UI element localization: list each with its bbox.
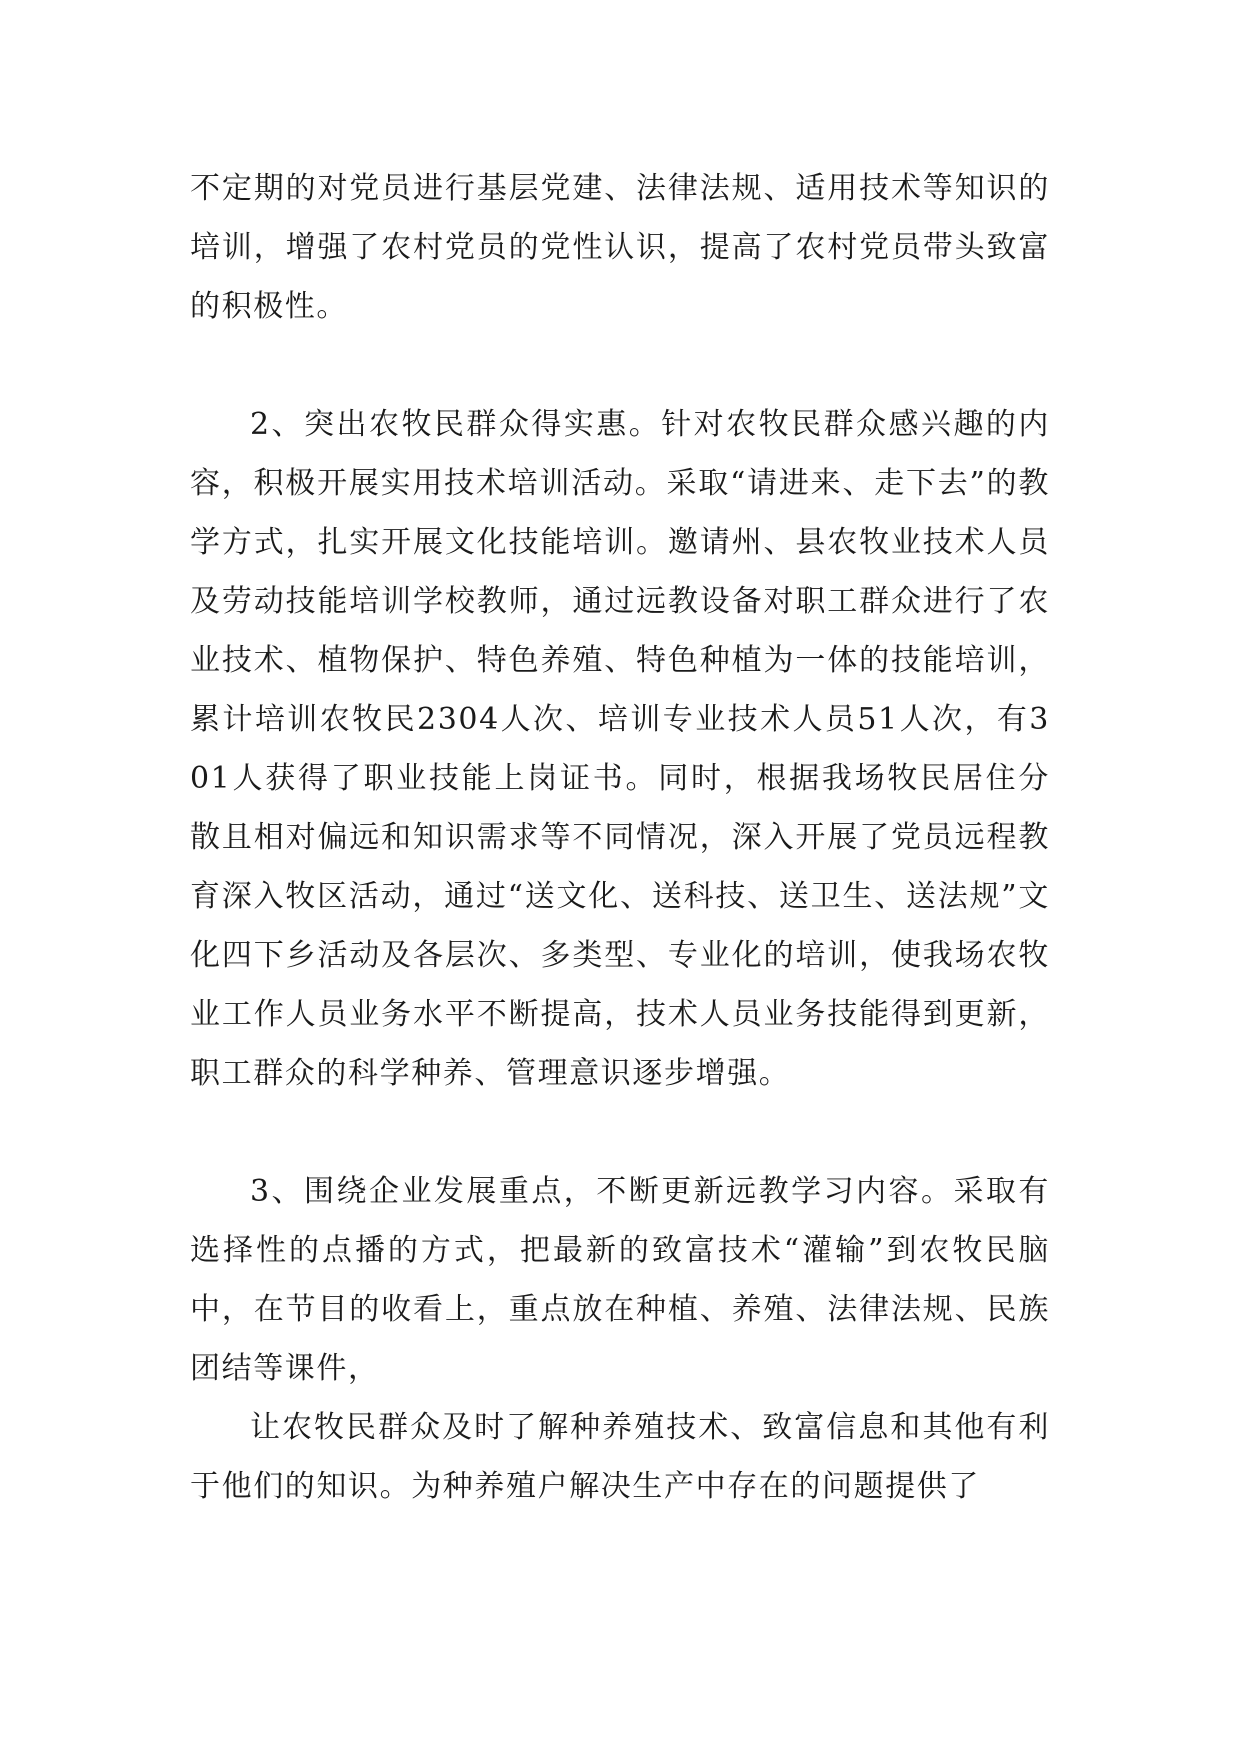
paragraph-2: 2、突出农牧民群众得实惠。针对农牧民群众感兴趣的内容，积极开展实用技术培训活动。采取“请进来、走下去”的教学方式，扎实开展文化技能培训。邀请州、县农牧业技术人员及劳动技能培训学校教师，通过远教设备对职工群众进行了农业技术、植物保护、特色养殖、特色种植为一体的技能培训，累计培训农牧民2304人次、培训专业技术人员51人次，有301人获得了职业技能上岗证书。同时，根据我场牧民居住分散且相对偏远和知识需求等不同情况，深入开展了党员远程教育深入牧区活动，通过“送文化、送科技、送卫生、送法规”文化四下乡活动及各层次、多类型、专业化的培训，使我场农牧业工作人员业务水平不断提高，技术人员业务技能得到更新，职工群众的科学种养、管理意识逐步增强。 — [190, 407, 1050, 1091]
document-body — [190, 159, 1050, 1516]
paragraph-4: 让农牧民群众及时了解种养殖技术、致富信息和其他有利于他们的知识。为种养殖户解决生产中存在的问题提供了 — [190, 1410, 1050, 1504]
paragraph-3: 3、围绕企业发展重点，不断更新远教学习内容。采取有选择性的点播的方式，把最新的致富技术“灌输”到农牧民脑中，在节目的收看上，重点放在种植、养殖、法律法规、民族团结等课件， — [190, 1174, 1050, 1386]
paragraph-1: 不定期的对党员进行基层党建、法律法规、适用技术等知识的培训，增强了农村党员的党性认识，提高了农村党员带头致富的积极性。 — [190, 171, 1050, 324]
